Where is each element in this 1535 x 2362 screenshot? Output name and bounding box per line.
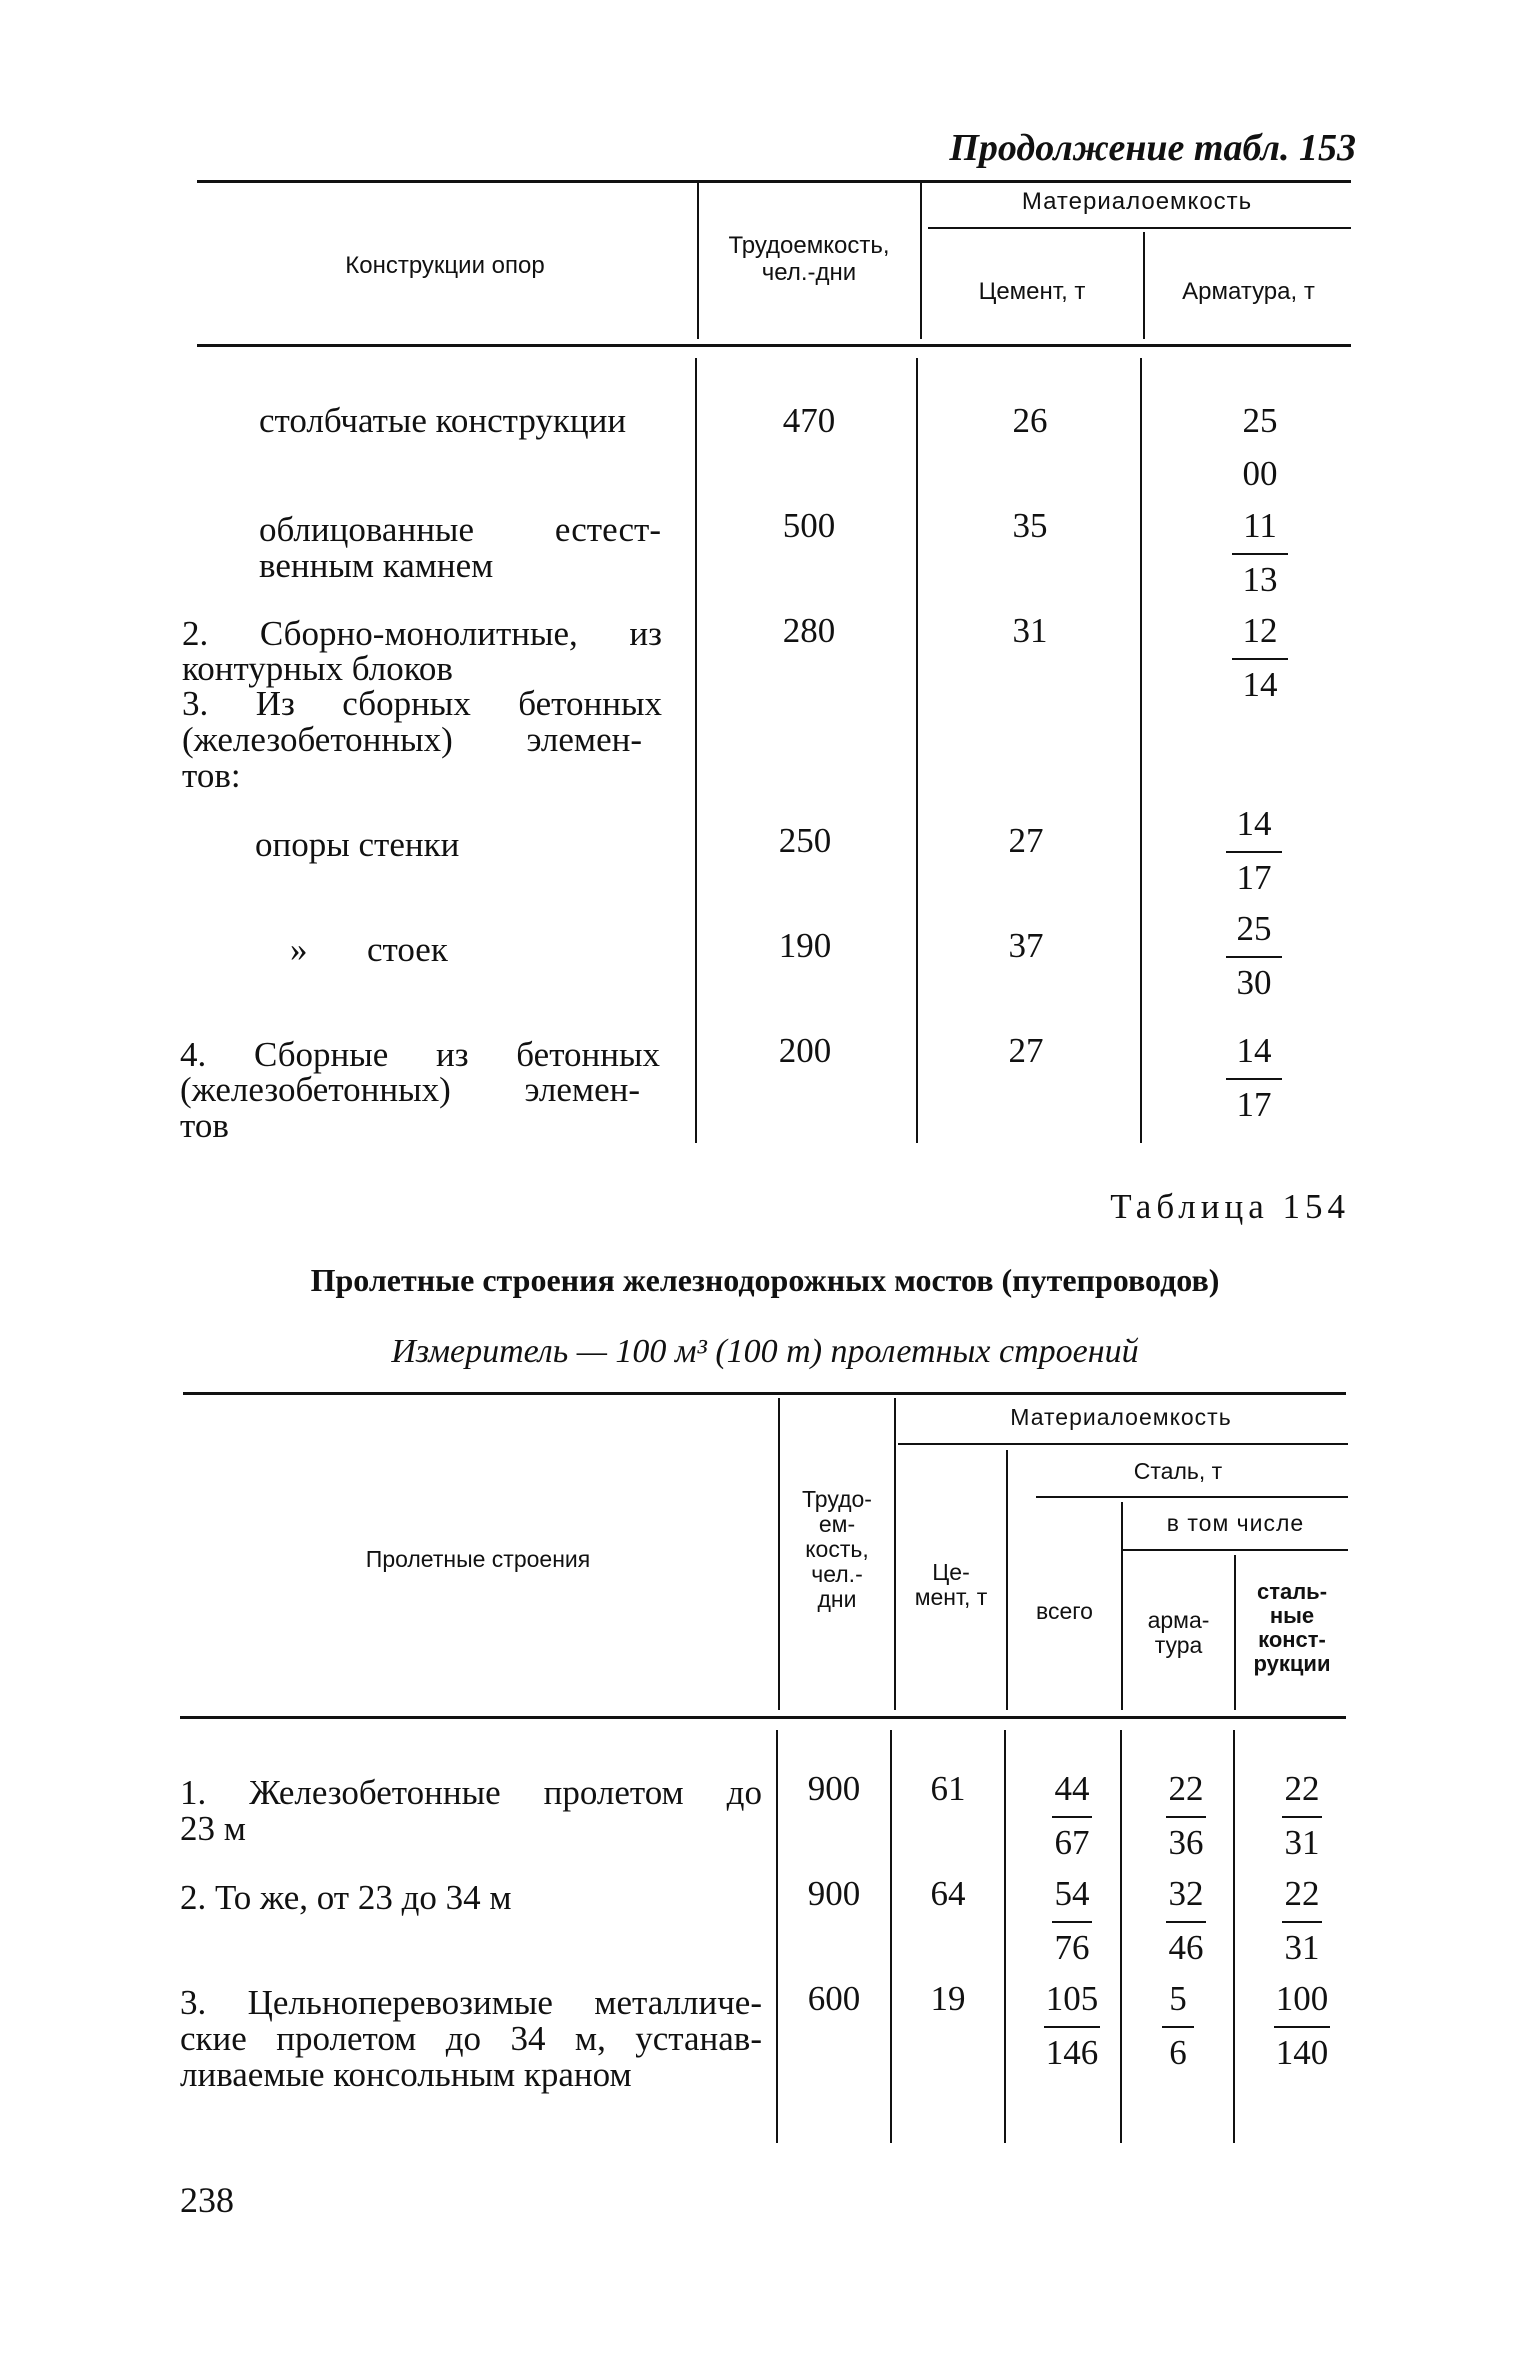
numerator: 22 <box>1168 1769 1204 1808</box>
table-row-label: 4. Сборные из бетонных <box>180 1035 660 1074</box>
table154-measure: Измеритель — 100 м³ (100 т) пролетных строений <box>391 1333 1139 1370</box>
table154-vrule <box>894 1398 896 1710</box>
rebar-value: 00 <box>1242 454 1278 493</box>
fraction-bar <box>1226 1078 1282 1080</box>
header-material: Материалоемкость <box>1010 1404 1232 1430</box>
denominator: 76 <box>1054 1928 1090 1967</box>
header-steel-c-line: рукции <box>1253 1651 1331 1676</box>
header-labor-line: ем- <box>818 1511 856 1537</box>
table-row-label: облицованные естест- <box>259 510 661 549</box>
numerator: 22 <box>1284 1769 1320 1808</box>
fraction-bar <box>1282 1816 1322 1818</box>
table-row-label: 1. Железобетонные пролетом до <box>180 1773 762 1812</box>
denominator: 30 <box>1236 963 1272 1002</box>
fraction-bar <box>1232 658 1288 660</box>
labor-value: 900 <box>807 1874 861 1913</box>
numerator: 105 <box>1045 1979 1099 2018</box>
labor-value: 500 <box>782 506 836 545</box>
header-labor-line: Трудо- <box>802 1486 872 1512</box>
numerator: 25 <box>1236 909 1272 948</box>
header-labor-line: кость, <box>805 1536 869 1562</box>
table-row-label: венным камнем <box>259 546 494 585</box>
table-row-label: (железобетонных) элемен- <box>182 720 642 759</box>
header-total: всего <box>1036 1598 1093 1624</box>
header-steel-c-line: ные <box>1269 1603 1315 1628</box>
steel-constructions-fraction <box>1252 1980 1352 2074</box>
labor-value: 600 <box>807 1979 861 2018</box>
table-row-label: 23 м <box>180 1809 246 1848</box>
header-steel-c-line: сталь- <box>1256 1579 1328 1604</box>
numerator: 5 <box>1169 1979 1187 2018</box>
denominator: 6 <box>1169 2033 1187 2072</box>
fraction-bar <box>1162 2026 1194 2028</box>
fraction-bar <box>1226 851 1282 853</box>
table153-vrule <box>916 358 918 1143</box>
denominator: 17 <box>1236 858 1272 897</box>
fraction-bar <box>1052 1921 1092 1923</box>
numerator: 22 <box>1284 1874 1320 1913</box>
numerator: 100 <box>1275 1979 1329 2018</box>
denominator: 31 <box>1284 1823 1320 1862</box>
header-labor <box>780 1487 894 1612</box>
table-row-label: 3. Из сборных бетонных <box>182 684 662 723</box>
header-rebar <box>1123 1608 1234 1658</box>
table-row-label: (железобетонных) элемен- <box>180 1070 640 1109</box>
table153-caption: Продолжение табл. 153 <box>949 127 1356 169</box>
table-row-label: тов <box>180 1106 229 1145</box>
table153-vrule <box>1143 232 1145 339</box>
header-including: в том числе <box>1166 1510 1305 1536</box>
fraction-bar <box>1226 956 1282 958</box>
numerator: 44 <box>1054 1769 1090 1808</box>
table153-header-bottom-rule <box>197 344 1351 347</box>
numerator: 11 <box>1243 506 1277 545</box>
header-rebar: Арматура, т <box>1182 278 1315 305</box>
cement-value: 61 <box>930 1769 966 1808</box>
table154-steel-rule <box>1036 1496 1348 1498</box>
rebar-fraction <box>1146 1875 1226 1969</box>
rebar-fraction <box>1214 910 1294 1004</box>
steel-constructions-fraction <box>1262 1770 1342 1864</box>
rebar-fraction <box>1138 1980 1218 2074</box>
table154-vrule <box>1004 1730 1006 2143</box>
numerator: 54 <box>1054 1874 1090 1913</box>
header-rebar-line: тура <box>1154 1632 1203 1658</box>
table153-vrule <box>1140 358 1142 1143</box>
header-steel: Сталь, т <box>1133 1458 1223 1484</box>
header-steel-c-line: конст- <box>1258 1627 1326 1652</box>
denominator: 13 <box>1242 560 1278 599</box>
header-cement-line: Це- <box>932 1559 970 1585</box>
cement-value: 35 <box>1012 506 1048 545</box>
table-row-label: контурных блоков <box>182 649 453 688</box>
rebar-fraction <box>1146 1770 1226 1864</box>
table-row-label: ские пролетом до 34 м, устанав- <box>180 2019 762 2058</box>
table-row-label: 2. Сборно-монолитные, из <box>182 614 662 653</box>
denominator: 17 <box>1236 1085 1272 1124</box>
labor-value: 190 <box>778 926 832 965</box>
denominator: 46 <box>1168 1928 1204 1967</box>
table-row-label: 2. То же, от 23 до 34 м <box>180 1878 512 1917</box>
cement-value: 27 <box>1008 821 1044 860</box>
denominator: 14 <box>1242 665 1278 704</box>
header-labor: Трудоемкость, чел.-дни <box>728 232 890 286</box>
labor-value: 250 <box>778 821 832 860</box>
table153-vrule <box>695 358 697 1143</box>
numerator: 12 <box>1242 611 1278 650</box>
header-labor-line: дни <box>817 1586 857 1612</box>
header-steel-constructions <box>1236 1580 1348 1676</box>
table153-material-rule <box>928 227 1351 229</box>
steel-total-fraction <box>1032 1875 1112 1969</box>
table154-vrule <box>1006 1450 1008 1710</box>
labor-value: 280 <box>782 611 836 650</box>
steel-constructions-fraction <box>1262 1875 1342 1969</box>
rebar-fraction <box>1220 507 1300 601</box>
steel-total-fraction <box>1032 1770 1112 1864</box>
header-labor-line: чел.- <box>811 1561 863 1587</box>
labor-value: 470 <box>782 401 836 440</box>
table-row-label: опоры стенки <box>255 825 460 864</box>
fraction-bar <box>1282 1921 1322 1923</box>
table-row-label: ливаемые консольным краном <box>180 2055 632 2094</box>
steel-total-fraction <box>1022 1980 1122 2074</box>
fraction-bar <box>1166 1921 1206 1923</box>
denominator: 31 <box>1284 1928 1320 1967</box>
fraction-bar <box>1044 2026 1100 2028</box>
header-cement: Цемент, т <box>978 278 1086 305</box>
denominator: 36 <box>1168 1823 1204 1862</box>
table-row-label: » <box>290 930 308 969</box>
header-spans: Пролетные строения <box>365 1546 591 1572</box>
header-cement <box>896 1560 1006 1610</box>
header-cement-line: мент, т <box>914 1584 988 1610</box>
fraction-bar <box>1052 1816 1092 1818</box>
table-row-label: стоек <box>367 930 448 969</box>
table153-vrule <box>697 183 699 339</box>
table153-top-rule <box>197 180 1351 183</box>
rebar-fraction <box>1214 805 1294 899</box>
page-number: 238 <box>180 2180 234 2220</box>
header-construction: Конструкции опор <box>345 252 545 279</box>
numerator: 14 <box>1236 1031 1272 1070</box>
numerator: 32 <box>1168 1874 1204 1913</box>
numerator: 14 <box>1236 804 1272 843</box>
header-material: Материалоемкость <box>1021 188 1253 215</box>
table-row-label: тов: <box>182 756 241 795</box>
cement-value: 64 <box>930 1874 966 1913</box>
table154-header-bottom-rule <box>180 1716 1346 1719</box>
labor-value: 200 <box>778 1031 832 1070</box>
table154-material-rule <box>898 1443 1348 1445</box>
table154-number: Таблица 154 <box>1110 1187 1350 1226</box>
cement-value: 27 <box>1008 1031 1044 1070</box>
rebar-fraction <box>1214 1032 1294 1126</box>
cement-value: 26 <box>1012 401 1048 440</box>
fraction-bar <box>1274 2026 1330 2028</box>
header-rebar-line: арма- <box>1147 1607 1210 1633</box>
rebar-fraction <box>1220 612 1300 706</box>
fraction-bar <box>1166 1816 1206 1818</box>
cement-value: 37 <box>1008 926 1044 965</box>
fraction-bar <box>1232 553 1288 555</box>
table-row-label: столбчатые конструкции <box>259 401 627 440</box>
table154-top-rule <box>183 1392 1346 1395</box>
cement-value: 31 <box>1012 611 1048 650</box>
denominator: 146 <box>1045 2033 1099 2072</box>
table154-vrule <box>1120 1730 1122 2143</box>
table-row-label: 3. Цельноперевозимые металличе- <box>180 1983 762 2022</box>
rebar-value: 25 <box>1242 401 1278 440</box>
cement-value: 19 <box>930 1979 966 2018</box>
table154-title: Пролетные строения железнодорожных мостов (путепроводов) <box>310 1262 1220 1298</box>
labor-value: 900 <box>807 1769 861 1808</box>
table154-including-rule <box>1122 1549 1348 1551</box>
table154-vrule <box>1233 1730 1235 2143</box>
denominator: 140 <box>1275 2033 1329 2072</box>
denominator: 67 <box>1054 1823 1090 1862</box>
